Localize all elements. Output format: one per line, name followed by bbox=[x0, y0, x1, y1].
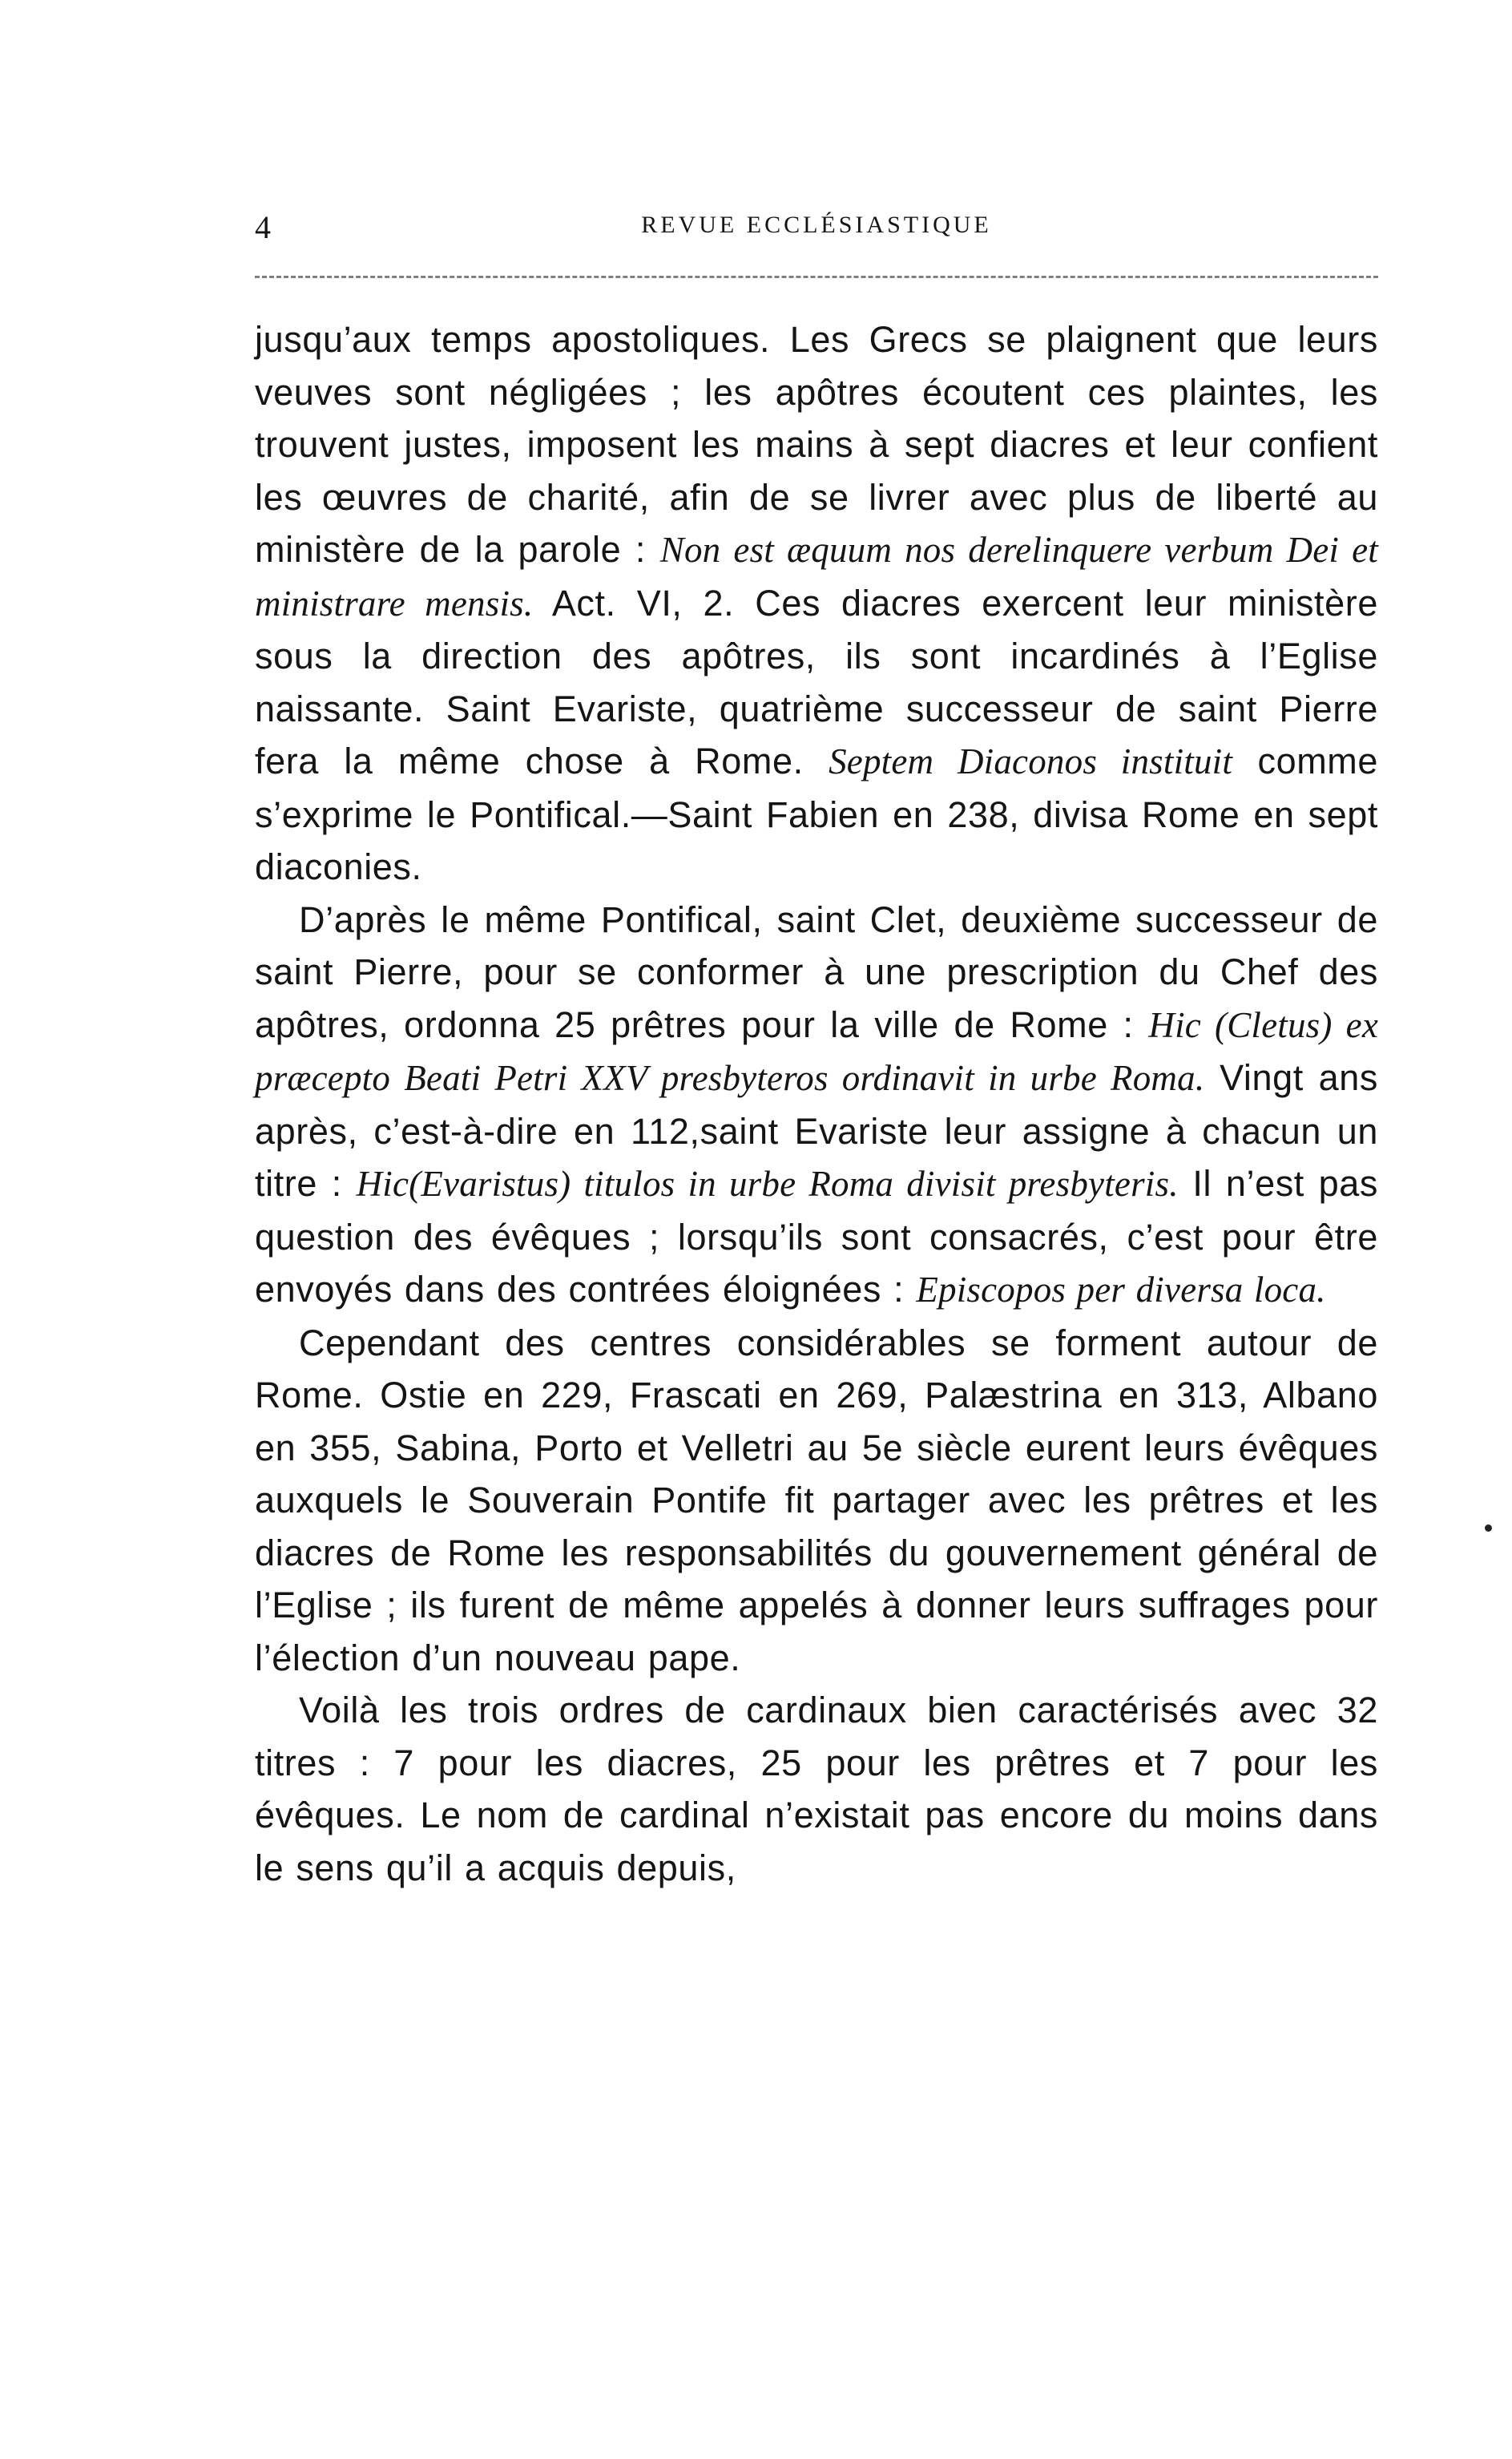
text-run: D’après le même Pontifical, saint Clet, deuxième successeur de saint Pierre, pour se conformer à une prescription du Chef des apôtres, ordonna 25 prêtres pour la ville de Rome : bbox=[255, 898, 1378, 1045]
text-run: Voilà les trois ordres de cardinaux bien caractérisés avec 32 titres : 7 pour les diacres, 25 pour les prêtres et 7 pour les évêques. Le nom de cardinal n’existait pas encore du moins dans le sens qu’il a acquis depuis, bbox=[255, 1690, 1378, 1888]
latin-quote: Non est æquum nos derelinquere verbum Dei et ministrare mensis. bbox=[255, 530, 1378, 624]
latin-quote: Hic (Cletus) ex præcepto Beati Petri XXV presbyteros ordinavit in urbe Roma. bbox=[255, 1004, 1378, 1098]
latin-quote: Hic(Evaristus) titulos in urbe Roma divisit presbyteris. bbox=[356, 1164, 1179, 1204]
text-run: Act. VI, 2. Ces diacres exercent leur ministère sous la direction des apôtres, ils sont incardinés à l’Eglise naissante. Saint Evariste, quatrième successeur de saint Pierre fera la même chose à Rome. bbox=[255, 582, 1378, 781]
text-run: Vingt ans après, c’est-à-dire en 112,saint Evariste leur assigne à chacun un titre : bbox=[255, 1057, 1378, 1204]
running-head bbox=[255, 208, 1378, 256]
latin-quote: Episcopos per diversa loca. bbox=[916, 1270, 1326, 1310]
margin-speck bbox=[1485, 1524, 1492, 1532]
header-rule bbox=[255, 276, 1378, 278]
text-run: Cependant des centres considérables se forment autour de Rome. Ostie en 229, Frascati en 269, Palæstrina en 313, Albano en 355, Sabina, Porto et Velletri au 5e siècle eurent leurs évêques auxquels le Souverain Pontife fit partager avec les prêtres et les diacres de Rome les responsabilités du gouvernement général de l’Eglise ; ils furent de même appelés à donner leurs suffrages pour l’élection d’un nouveau pape. bbox=[255, 1322, 1378, 1678]
latin-quote: Septem Diaconos instituit bbox=[829, 741, 1233, 781]
paragraph bbox=[255, 1317, 1378, 1685]
body-text bbox=[255, 313, 1378, 1894]
text-run: comme s’exprime le Pontifical.—Saint Fabien en 238, divisa Rome en sept diaconies. bbox=[255, 741, 1378, 887]
journal-title: REVUE ECCLÉSIASTIQUE bbox=[641, 212, 992, 238]
paragraph bbox=[255, 1684, 1378, 1894]
paragraph bbox=[255, 894, 1378, 1317]
paragraph bbox=[255, 313, 1378, 894]
book-page bbox=[255, 208, 1378, 1894]
text-run: Il n’est pas question des évêques ; lorsqu’ils sont consacrés, c’est pour être envoyés dans des contrées éloignées : bbox=[255, 1163, 1378, 1310]
page-number: 4 bbox=[255, 209, 272, 245]
text-run: jusqu’aux temps apostoliques. Les Grecs se plaignent que leurs veuves sont négligées ; les apôtres écoutent ces plaintes, les trouvent justes, imposent les mains à sept diacres et leur confient les œuvres de charité, afin de se livrer avec plus de liberté au ministère de la parole : bbox=[255, 319, 1378, 570]
